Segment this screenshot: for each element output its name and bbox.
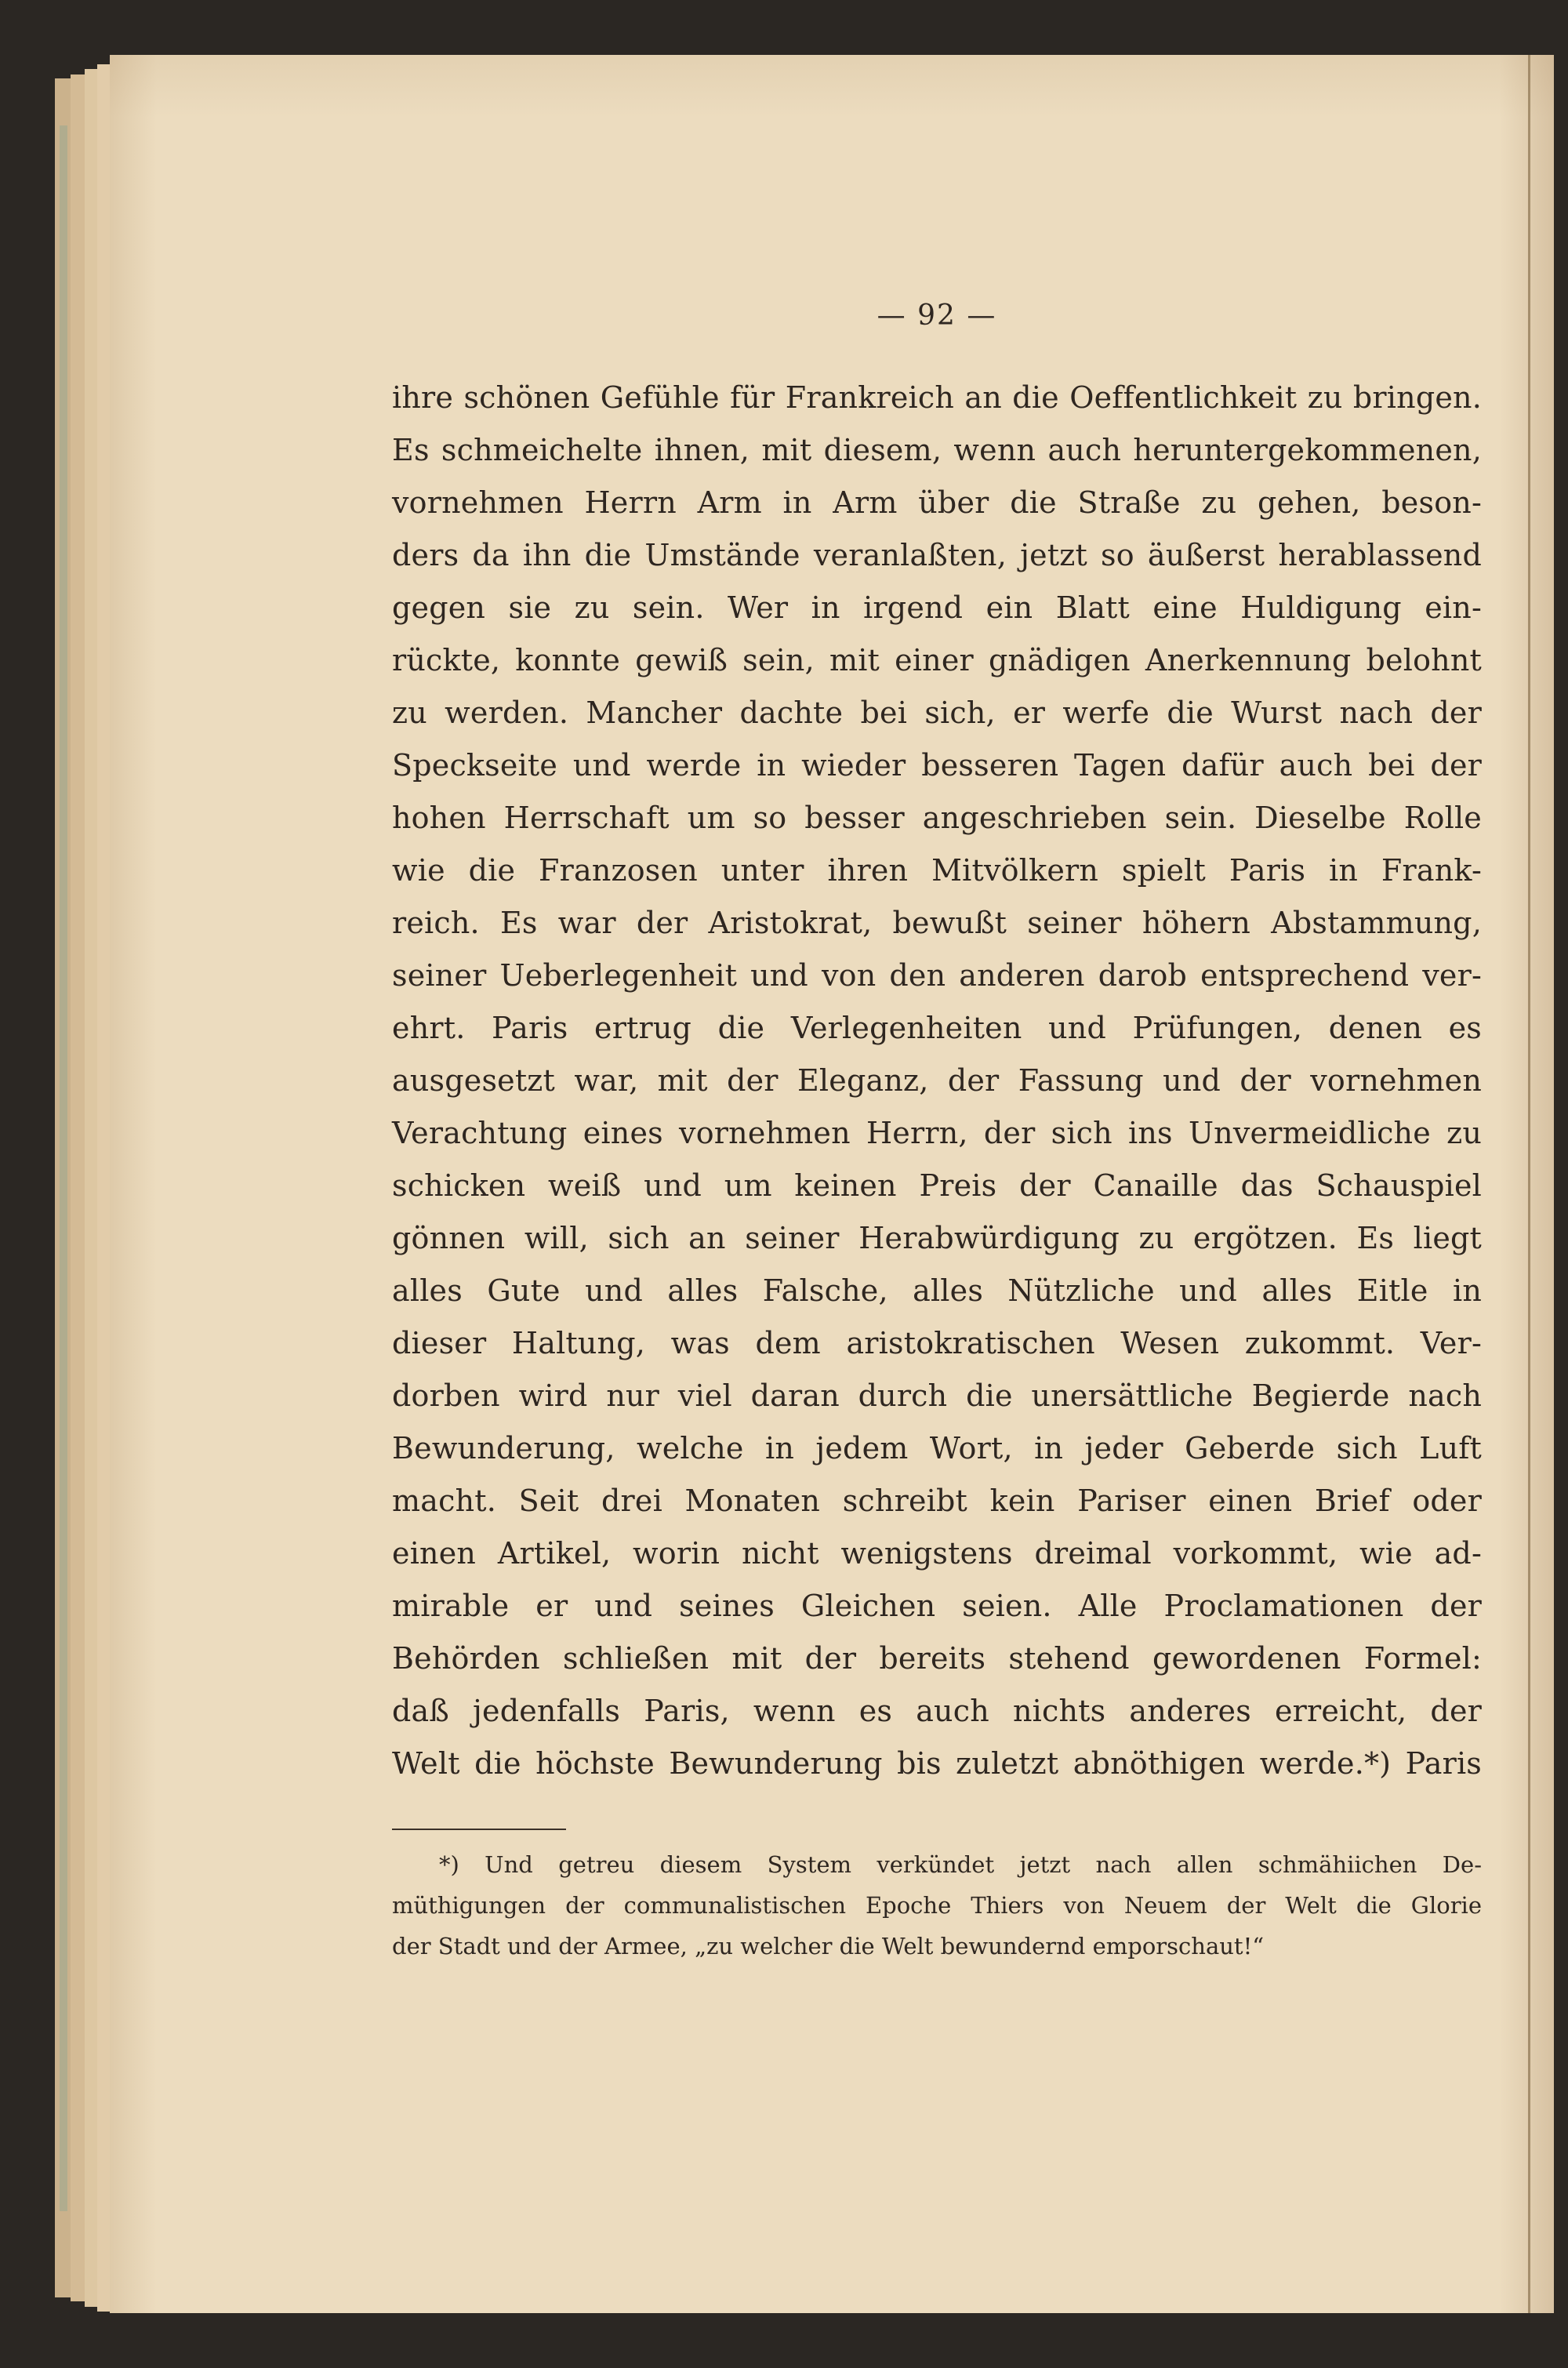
text-line: ders da ihn die Umstände veranlaßten, jetzt so äußerst herablassend xyxy=(392,538,1482,572)
text-line: Bewunderung, welche in jedem Wort, in jeder Geberde sich Luft xyxy=(392,1431,1482,1465)
text-line: ausgesetzt war, mit der Eleganz, der Fassung und der vornehmen xyxy=(392,1063,1482,1098)
text-line: Es schmeichelte ihnen, mit diesem, wenn auch heruntergekommenen, xyxy=(392,433,1482,467)
text-line: mirable er und seines Gleichen seien. Alle Proclamationen der xyxy=(392,1589,1482,1623)
footnote-line: *) Und getreu diesem System verkündet jetzt nach allen schmähiichen De- xyxy=(439,1851,1482,1878)
binding-strip xyxy=(60,125,67,2211)
text-line: ihre schönen Gefühle für Frankreich an die Oeffentlichkeit zu bringen. xyxy=(392,380,1482,415)
text-line: wie die Franzosen unter ihren Mitvölkern spielt Paris in Frank- xyxy=(392,853,1482,888)
text-line: Verachtung eines vornehmen Herrn, der sich ins Unvermeidliche zu xyxy=(392,1116,1482,1150)
text-line: alles Gute und alles Falsche, alles Nützliche und alles Eitle in xyxy=(392,1273,1482,1308)
text-line: einen Artikel, worin nicht wenigstens dreimal vorkommt, wie ad- xyxy=(392,1536,1482,1571)
text-line: zu werden. Mancher dachte bei sich, er werfe die Wurst nach der xyxy=(392,696,1482,730)
text-line: daß jedenfalls Paris, wenn es auch nichts anderes erreicht, der xyxy=(392,1694,1482,1728)
body-text xyxy=(392,372,1482,1790)
text-line: dorben wird nur viel daran durch die unersättliche Begierde nach xyxy=(392,1378,1482,1413)
text-line: macht. Seit drei Monaten schreibt kein Pariser einen Brief oder xyxy=(392,1484,1482,1518)
text-line: hohen Herrschaft um so besser angeschrieben sein. Dieselbe Rolle xyxy=(392,801,1482,835)
text-line: seiner Ueberlegenheit und von den anderen darob entsprechend ver- xyxy=(392,958,1482,993)
page-number: — 92 — xyxy=(877,300,997,332)
text-line: gönnen will, sich an seiner Herabwürdigung zu ergötzen. Es liegt xyxy=(392,1221,1482,1255)
text-line: Behörden schließen mit der bereits stehend gewordenen Formel: xyxy=(392,1641,1482,1676)
text-line: Welt die höchste Bewunderung bis zuletzt abnöthigen werde.*) Paris xyxy=(392,1746,1482,1781)
gutter-shadow xyxy=(1528,55,1530,2313)
book-page xyxy=(110,55,1554,2313)
text-line: rückte, konnte gewiß sein, mit einer gnädigen Anerkennung belohnt xyxy=(392,643,1482,677)
text-line: reich. Es war der Aristokrat, bewußt seiner höhern Abstammung, xyxy=(392,906,1482,940)
text-line: dieser Haltung, was dem aristokratischen Wesen zukommt. Ver- xyxy=(392,1326,1482,1360)
text-line: vornehmen Herrn Arm in Arm über die Straße zu gehen, beson- xyxy=(392,485,1482,520)
text-line: gegen sie zu sein. Wer in irgend ein Blatt eine Huldigung ein- xyxy=(392,590,1482,625)
footnote-line: müthigungen der communalistischen Epoche Thiers von Neuem der Welt die Glorie xyxy=(392,1892,1482,1919)
footnote-rule xyxy=(392,1829,566,1830)
text-line: schicken weiß und um keinen Preis der Canaille das Schauspiel xyxy=(392,1168,1482,1203)
footnote-line: der Stadt und der Armee, „zu welcher die Welt bewundernd emporschaut!“ xyxy=(392,1933,1265,1959)
text-line: ehrt. Paris ertrug die Verlegenheiten und Prüfungen, denen es xyxy=(392,1011,1482,1045)
footnote xyxy=(392,1844,1482,1967)
text-line: Speckseite und werde in wieder besseren Tagen dafür auch bei der xyxy=(392,748,1482,783)
